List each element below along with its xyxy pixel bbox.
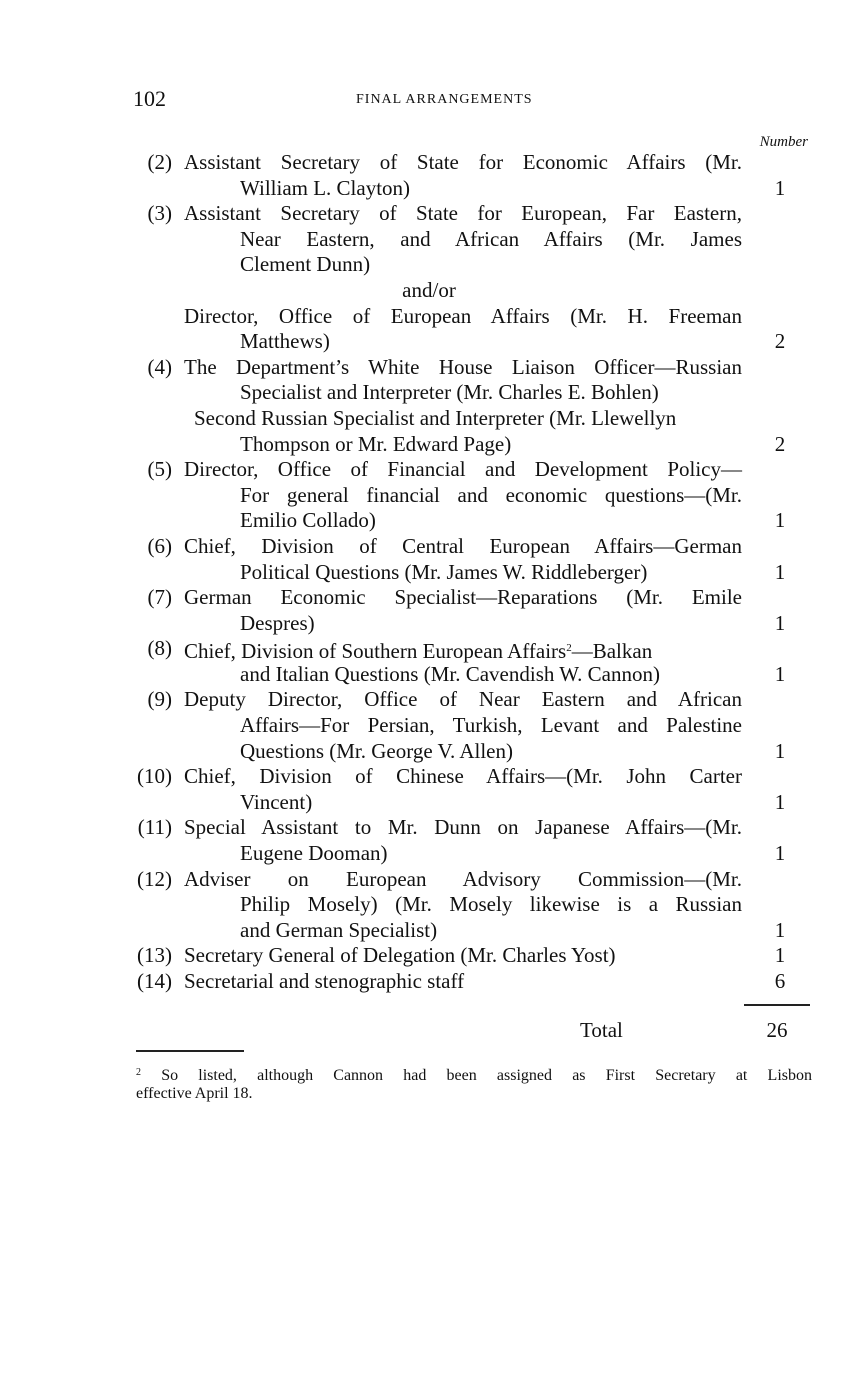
item-text: German Economic Specialist—Reparations (Mr. Emile bbox=[184, 585, 742, 610]
item-count: 1 bbox=[774, 175, 786, 200]
item-number: (12) bbox=[137, 866, 172, 891]
item-number: (7) bbox=[147, 585, 172, 610]
item-count: 1 bbox=[774, 661, 786, 686]
item-text: —Balkan bbox=[571, 639, 653, 664]
item-text: Philip Mosely) (Mr. Mosely likewise is a Russian bbox=[240, 892, 742, 917]
item-text: Second Russian Specialist and Interpreter (Mr. Llewellyn bbox=[194, 405, 677, 430]
item-text: Director, Office of Financial and Development Policy— bbox=[184, 457, 742, 482]
item-text: William L. Clayton) bbox=[240, 175, 411, 200]
item-count: 1 bbox=[774, 789, 786, 814]
item-text: For general financial and economic questions—(Mr. bbox=[240, 482, 742, 507]
item-text: The Department’s White House Liaison Officer—Russian bbox=[184, 354, 742, 379]
item-text: Secretary General of Delegation (Mr. Charles Yost) bbox=[184, 943, 616, 968]
list-item bbox=[0, 764, 858, 790]
list-item bbox=[0, 969, 858, 995]
item-text: Eugene Dooman) bbox=[240, 841, 388, 866]
item-text: Chief, Division of Central European Affairs—German bbox=[184, 533, 742, 558]
item-number: (2) bbox=[147, 150, 172, 174]
item-number: (11) bbox=[137, 815, 172, 840]
total-value: 26 bbox=[766, 1018, 788, 1042]
item-count: 1 bbox=[774, 943, 786, 968]
running-title: FINAL ARRANGEMENTS bbox=[356, 92, 533, 107]
list-item bbox=[0, 687, 858, 713]
footnote-text: So listed, although Cannon had been assigned as First Secretary at Lisbon bbox=[161, 1067, 812, 1084]
item-count: 1 bbox=[774, 917, 786, 942]
item-number: (8) bbox=[147, 636, 172, 661]
item-text: Near Eastern, and African Affairs (Mr. James bbox=[240, 226, 742, 251]
item-count: 1 bbox=[774, 738, 786, 763]
item-text: Emilio Collado) bbox=[240, 508, 376, 533]
item-text: Despres) bbox=[240, 610, 315, 635]
item-number: (4) bbox=[147, 354, 172, 379]
item-count: 1 bbox=[774, 508, 786, 533]
list-item bbox=[0, 355, 858, 381]
item-count: 6 bbox=[774, 969, 786, 993]
item-text: and German Specialist) bbox=[240, 917, 438, 942]
list-item bbox=[0, 815, 858, 841]
item-count: 2 bbox=[774, 431, 786, 456]
column-heading-number: Number bbox=[759, 134, 808, 150]
item-text: Clement Dunn) bbox=[240, 252, 371, 277]
footnote-mark: 2 bbox=[566, 642, 572, 655]
footnote-text: effective April 18. bbox=[136, 1085, 253, 1102]
item-number: (6) bbox=[147, 533, 172, 558]
item-number: (14) bbox=[137, 969, 172, 993]
item-text: Thompson or Mr. Edward Page) bbox=[240, 431, 512, 456]
list-item bbox=[0, 457, 858, 483]
item-text: Deputy Director, Office of Near Eastern and African bbox=[184, 687, 742, 712]
total-rule bbox=[744, 1004, 810, 1006]
item-text: Special Assistant to Mr. Dunn on Japanese Affairs—(Mr. bbox=[184, 815, 742, 840]
item-text: and Italian Questions (Mr. Cavendish W. Cannon) bbox=[240, 661, 660, 686]
item-text: Political Questions (Mr. James W. Riddleberger) bbox=[240, 559, 648, 584]
item-count: 1 bbox=[774, 610, 786, 635]
item-count: 2 bbox=[774, 329, 786, 354]
list-item bbox=[0, 201, 858, 227]
item-number: (13) bbox=[137, 943, 172, 968]
list-item bbox=[0, 150, 858, 176]
list-item bbox=[0, 636, 858, 662]
page-number: 102 bbox=[133, 86, 166, 111]
footnote-rule bbox=[136, 1050, 244, 1052]
item-number: (9) bbox=[147, 687, 172, 712]
item-text: Chief, Division of Southern European Affairs bbox=[184, 639, 567, 664]
item-number: (5) bbox=[147, 457, 172, 482]
list-item bbox=[0, 943, 858, 969]
item-count: 1 bbox=[774, 841, 786, 866]
item-text: Specialist and Interpreter (Mr. Charles E. Bohlen) bbox=[240, 380, 659, 405]
item-text: Assistant Secretary of State for European, Far Eastern, bbox=[184, 201, 742, 226]
item-text: Questions (Mr. George V. Allen) bbox=[240, 738, 513, 763]
item-text: Director, Office of European Affairs (Mr. H. Freeman bbox=[184, 303, 742, 328]
list-item bbox=[0, 534, 858, 560]
item-number: (10) bbox=[137, 764, 172, 789]
list-item bbox=[0, 585, 858, 611]
item-number: (3) bbox=[147, 201, 172, 226]
delegation-list bbox=[0, 150, 858, 995]
item-text: Assistant Secretary of State for Economic Affairs (Mr. bbox=[184, 150, 742, 174]
item-text: Vincent) bbox=[240, 789, 313, 814]
item-text: Affairs—For Persian, Turkish, Levant and Palestine bbox=[240, 713, 742, 738]
item-text: Adviser on European Advisory Commission—(Mr. bbox=[184, 866, 742, 891]
list-item bbox=[0, 867, 858, 893]
item-text: Matthews) bbox=[240, 329, 330, 354]
connector-text: and/or bbox=[402, 277, 456, 302]
item-text: Secretarial and stenographic staff bbox=[184, 969, 465, 993]
footnote bbox=[136, 1064, 812, 1103]
item-text: Chief, Division of Chinese Affairs—(Mr. John Carter bbox=[184, 764, 742, 789]
footnote-mark: 2 bbox=[136, 1067, 141, 1078]
item-count: 1 bbox=[774, 559, 786, 584]
total-label: Total bbox=[580, 1018, 623, 1042]
